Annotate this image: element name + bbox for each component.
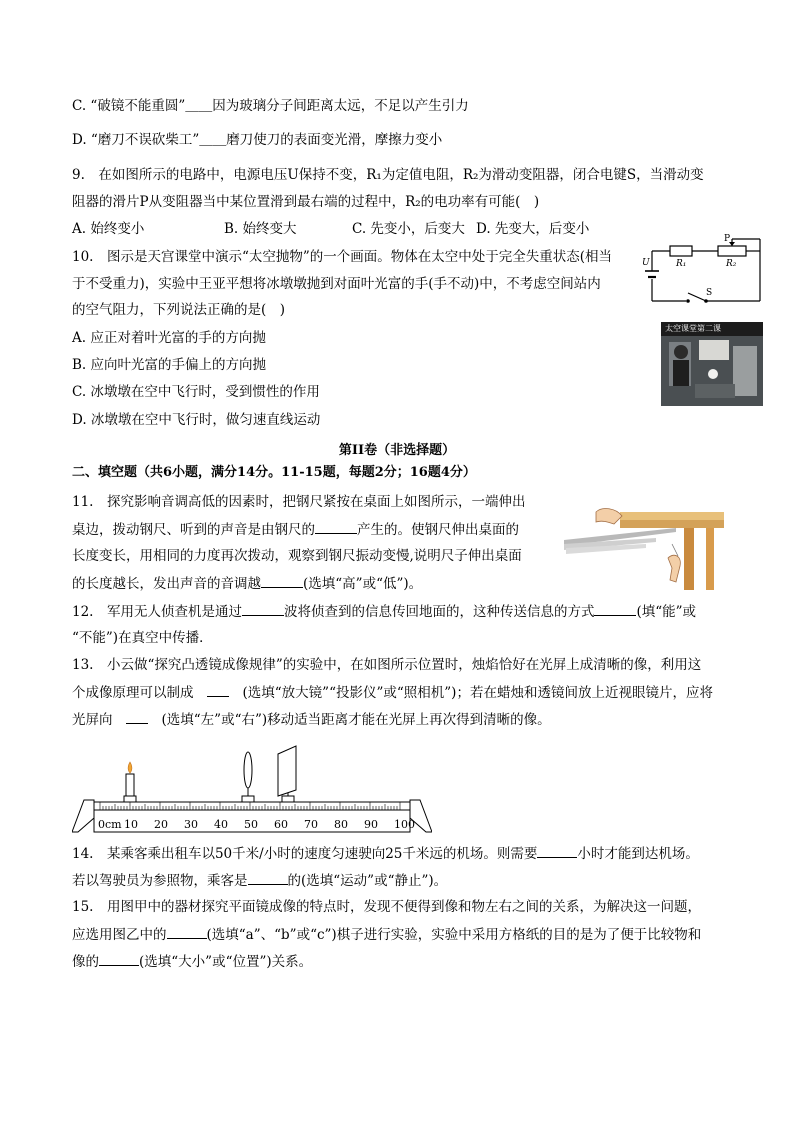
q10-stem-line1: 10. 图示是天宫课堂中演示“太空抛物”的一个画面。物体在太空中处于完全失重状态(相当 xyxy=(72,249,613,265)
q11-text-4a: 的长度越长，发出声音的音调越 xyxy=(72,576,261,592)
q12-line2: “不能”)在真空中传播． xyxy=(72,630,213,646)
q8-option-c: C. “破镜不能重圆”＿＿因为玻璃分子间距离太远，不足以产生引力 xyxy=(72,98,469,114)
circuit-label-r2: R₂ xyxy=(726,259,737,269)
circuit-label-p: P xyxy=(724,234,731,244)
circuit-diagram xyxy=(640,233,768,309)
q11-blank-1[interactable] xyxy=(315,519,357,534)
q9-stem-line2: 阻器的滑片P从变阻器当中某位置滑到最右端的过程中，R₂的电功率有可能( ) xyxy=(72,194,540,210)
q15-text-2b: (选填“a”、“b”或“c”)棋子进行实验，实验中采用方格纸的目的是为了便于比较物和 xyxy=(206,927,702,943)
circuit-label-r1: R₁ xyxy=(676,259,687,269)
q9-option-a: A. 始终变小 xyxy=(72,221,145,237)
circuit-label-s: S xyxy=(706,288,713,298)
q10-option-b: B. 应向叶光富的手偏上的方向抛 xyxy=(72,357,267,373)
q13-blank-2[interactable] xyxy=(126,709,148,724)
photo-caption: 太空课堂第二课 xyxy=(665,324,721,333)
bench-label: 50 xyxy=(244,818,258,831)
q13-text-2b: (选填“放大镜”“投影仪”或“照相机”)；若在蜡烛和透镜间放上近视眼镜片，应将 xyxy=(242,685,713,701)
bench-label: 100 xyxy=(394,818,415,831)
q12-line1 xyxy=(72,601,696,622)
bench-label: 10 xyxy=(124,818,138,831)
bench-label: 30 xyxy=(184,818,198,831)
section-heading: 二、填空题（共6小题，满分14分。11-15题，每题2分；16题4分） xyxy=(72,465,476,480)
bench-label: 90 xyxy=(364,818,378,831)
q13-line1: 13. 小云做“探究凸透镜成像规律”的实验中，在如图所示位置时，烛焰恰好在光屏上成清晰的像，利用这 xyxy=(72,657,702,673)
q13-blank-1[interactable] xyxy=(207,682,229,697)
q11-text-4b: (选填“高”或“低”)。 xyxy=(303,576,423,592)
q11-text-2a: 桌边，拨动钢尺、听到的声音是由钢尺的 xyxy=(72,522,315,538)
q14-text-2b: 的(选填“运动”或“静止”)。 xyxy=(287,873,448,889)
q15-line2 xyxy=(72,924,701,945)
optical-bench-figure xyxy=(72,738,432,838)
q15-line3 xyxy=(72,951,312,972)
q11-line4 xyxy=(72,573,422,594)
q9-option-c: C. 先变小，后变大 xyxy=(352,221,465,237)
q14-blank-2[interactable] xyxy=(248,870,288,885)
q14-text-1b: 小时才能到达机场。 xyxy=(577,846,699,862)
q13-text-3a: 光屏向 xyxy=(72,712,113,728)
q14-text-1a: 14. 某乘客乘出租车以50千米/小时的速度匀速驶向25千米远的机场。则需要 xyxy=(72,846,538,862)
bench-label: 80 xyxy=(334,818,348,831)
bench-label: 70 xyxy=(304,818,318,831)
q9-option-d: D. 先变大，后变小 xyxy=(476,221,590,237)
steel-ruler-figure xyxy=(556,498,724,590)
q11-line3: 长度变长，用相同的力度再次拨动，观察到钢尺振动变慢,说明尺子伸出桌面 xyxy=(72,548,522,564)
q12-text-1a: 12. 军用无人侦查机是通过 xyxy=(72,604,242,620)
bench-label: 40 xyxy=(214,818,228,831)
q13-line2 xyxy=(72,682,713,703)
q15-line1: 15. 用图甲中的器材探究平面镜成像的特点时，发现不便得到像和物左右之间的关系，为解决这一问题， xyxy=(72,899,701,915)
q12-text-1c: (填“能”或 xyxy=(636,604,697,620)
q9-options xyxy=(72,219,589,239)
q10-option-a: A. 应正对着叶光富的手的方向抛 xyxy=(72,330,266,346)
q14-text-2a: 若以驾驶员为参照物，乘客是 xyxy=(72,873,248,889)
q10-option-c: C. 冰墩墩在空中飞行时，受到惯性的作用 xyxy=(72,384,320,400)
q10-option-d: D. 冰墩墩在空中飞行时，做匀速直线运动 xyxy=(72,412,321,428)
q14-blank-1[interactable] xyxy=(537,843,577,858)
q15-text-2a: 应选用图乙中的 xyxy=(72,927,167,943)
q15-blank-1[interactable] xyxy=(167,924,207,939)
q9-option-b: B. 始终变大 xyxy=(224,221,297,237)
q10-stem-line3: 的空气阻力，下列说法正确的是( ) xyxy=(72,302,286,318)
q15-blank-2[interactable] xyxy=(99,951,139,966)
q12-text-1b: 波将侦查到的信息传回地面的，这种传送信息的方式 xyxy=(283,604,595,620)
space-classroom-photo xyxy=(661,322,763,406)
bench-label: 20 xyxy=(154,818,168,831)
q11-text-2b: 产生的。使钢尺伸出桌面的 xyxy=(357,522,519,538)
q9-stem-line1: 9. 在如图所示的电路中，电源电压U保持不变，R₁为定值电阻，R₂为滑动变阻器，闭合电键S，当滑动变 xyxy=(72,167,704,183)
q15-text-3b: (选填“大小”或“位置”)关系。 xyxy=(139,954,313,970)
q14-line1 xyxy=(72,843,699,864)
q12-blank-2[interactable] xyxy=(594,601,636,616)
q8-option-d: D. “磨刀不误砍柴工”＿＿磨刀使刀的表面变光滑，摩擦力变小 xyxy=(72,132,443,148)
section-title: 第II卷（非选择题） xyxy=(338,443,456,458)
q13-text-2a: 个成像原理可以制成 xyxy=(72,685,194,701)
q13-text-3b: (选填“左”或“右”)移动适当距离才能在光屏上再次得到清晰的像。 xyxy=(161,712,551,728)
q10-stem-line2: 于不受重力)，实验中王亚平想将冰墩墩抛到对面叶光富的手(手不动)中，不考虑空间站内 xyxy=(72,276,601,292)
q11-blank-2[interactable] xyxy=(261,573,303,588)
q12-blank-1[interactable] xyxy=(242,601,284,616)
bench-label: 60 xyxy=(274,818,288,831)
bench-label: 0cm xyxy=(98,818,122,831)
q11-line2 xyxy=(72,519,519,540)
q11-line1: 11. 探究影响音调高低的因素时，把钢尺紧按在桌面上如图所示，一端伸出 xyxy=(72,494,526,510)
q15-text-3a: 像的 xyxy=(72,954,99,970)
q13-line3 xyxy=(72,709,551,730)
q14-line2 xyxy=(72,870,447,891)
circuit-label-u: U xyxy=(642,258,650,268)
